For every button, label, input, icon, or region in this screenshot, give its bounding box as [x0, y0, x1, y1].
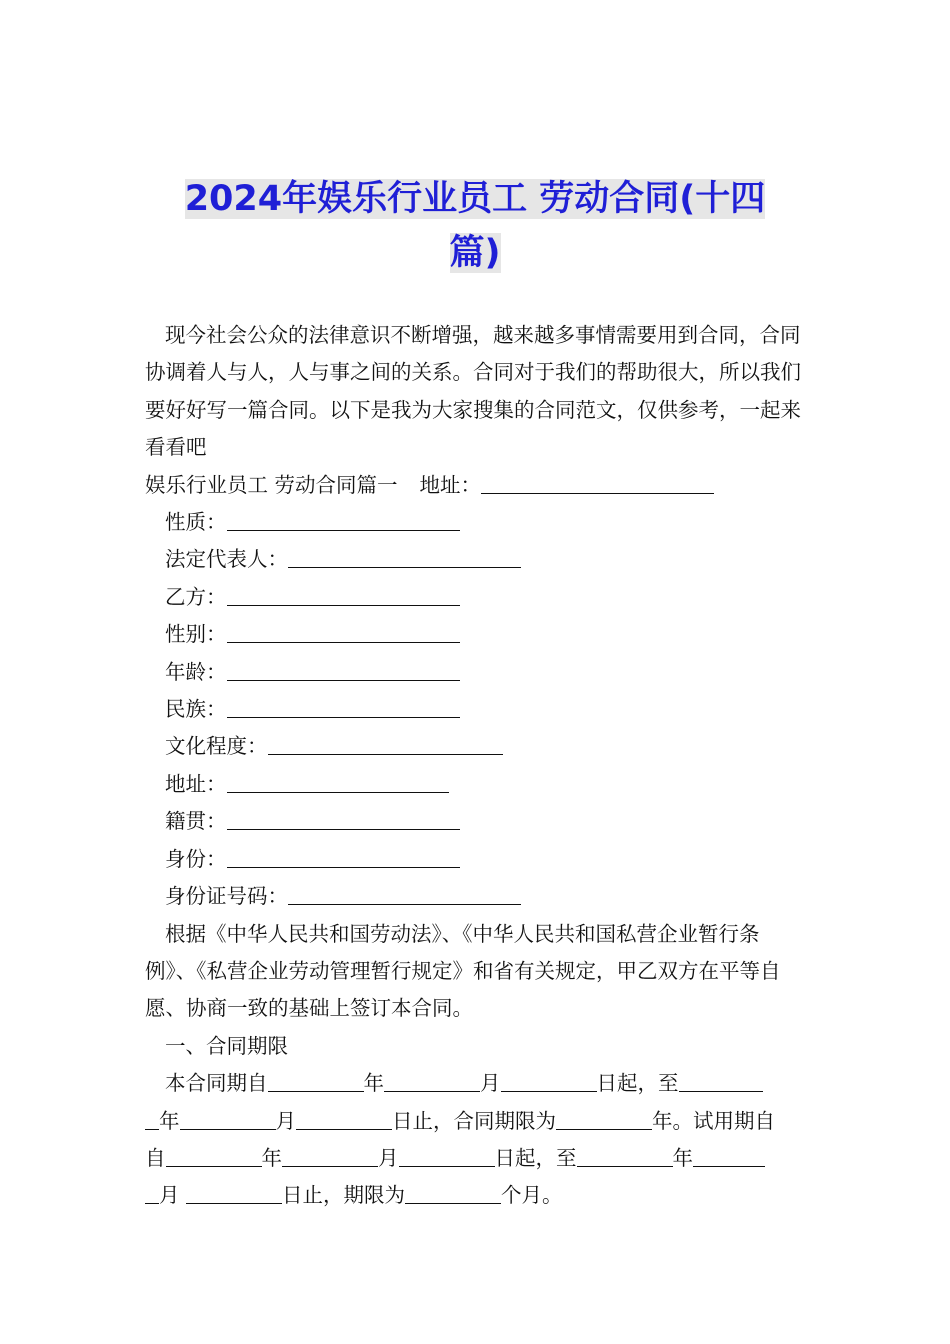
field-education: 文化程度：	[145, 728, 810, 765]
party-b-blank[interactable]	[227, 585, 460, 606]
clause-1-heading: 一、合同期限	[165, 1033, 288, 1058]
title-line-1: 2024年娱乐行业员工 劳动合同(十四	[184, 179, 766, 219]
field-native-place: 籍贯：	[145, 803, 810, 840]
contract-years-blank[interactable]	[556, 1109, 652, 1130]
id-number-blank[interactable]	[288, 884, 521, 905]
end-day-blank[interactable]	[296, 1109, 392, 1130]
title-line-2: 篇)	[449, 233, 501, 273]
trial-start-month-blank[interactable]	[282, 1146, 378, 1167]
term-line-4: 月 日止，期限为 个月。	[145, 1177, 810, 1214]
nature-blank[interactable]	[227, 510, 460, 531]
field-ethnicity: 民族：	[145, 691, 810, 728]
native-place-blank[interactable]	[227, 809, 460, 830]
identity-blank[interactable]	[227, 847, 460, 868]
start-day-blank[interactable]	[501, 1071, 597, 1092]
ethnicity-blank[interactable]	[227, 697, 460, 718]
address-label: 地址：	[419, 472, 482, 497]
education-blank[interactable]	[268, 734, 503, 755]
trial-start-year-blank[interactable]	[166, 1146, 262, 1167]
trial-start-day-blank[interactable]	[399, 1146, 495, 1167]
field-age: 年龄：	[145, 654, 810, 691]
address-blank[interactable]	[481, 473, 714, 494]
field-address: 地址：	[145, 766, 810, 803]
start-month-blank[interactable]	[384, 1071, 480, 1092]
trial-end-day-blank[interactable]	[186, 1183, 282, 1204]
gender-blank[interactable]	[227, 622, 460, 643]
field-id-number: 身份证号码：	[145, 878, 810, 915]
basis-paragraph: 根据《中华人民共和国劳动法》、《中华人民共和国私营企业暂行条例》、《私营企业劳动管理暂行规定》和省有关规定，甲乙双方在平等自愿、协商一致的基础上签订本合同。	[145, 921, 781, 1021]
field-nature: 性质：	[145, 504, 810, 541]
section-heading: 娱乐行业员工 劳动合同篇一	[145, 472, 398, 497]
start-year-blank[interactable]	[268, 1071, 364, 1092]
end-year-blank-b[interactable]	[145, 1109, 159, 1130]
term-line-1: 本合同期自 年 月 日起，至	[145, 1065, 810, 1102]
term-line-3: 自 年 月 日起，至 年	[145, 1140, 810, 1177]
intro-paragraph: 现今社会公众的法律意识不断增强，越来越多事情需要用到合同，合同协调着人与人，人与事之间的关系。合同对于我们的帮助很大，所以我们要好好写一篇合同。以下是我为大家搜集的合同范文，仅供参考，一起来看看吧	[145, 323, 801, 460]
address-blank-2[interactable]	[227, 772, 449, 793]
age-blank[interactable]	[227, 660, 460, 681]
field-legal-representative: 法定代表人：	[145, 541, 810, 578]
legal-representative-blank[interactable]	[288, 547, 521, 568]
trial-end-year-blank[interactable]	[577, 1146, 673, 1167]
term-line-2: 年 月 日止，合同期限为 年。试用期自	[145, 1103, 810, 1140]
document-body	[145, 317, 810, 1215]
end-year-blank-a[interactable]	[679, 1071, 763, 1092]
trial-months-blank[interactable]	[405, 1183, 501, 1204]
section-heading-line	[145, 467, 810, 504]
field-gender: 性别：	[145, 616, 810, 653]
trial-end-month-blank-a[interactable]	[693, 1146, 765, 1167]
trial-end-month-blank-b[interactable]	[145, 1183, 159, 1204]
document-title	[145, 172, 805, 280]
end-month-blank[interactable]	[180, 1109, 276, 1130]
field-identity: 身份：	[145, 841, 810, 878]
field-party-b: 乙方：	[145, 579, 810, 616]
